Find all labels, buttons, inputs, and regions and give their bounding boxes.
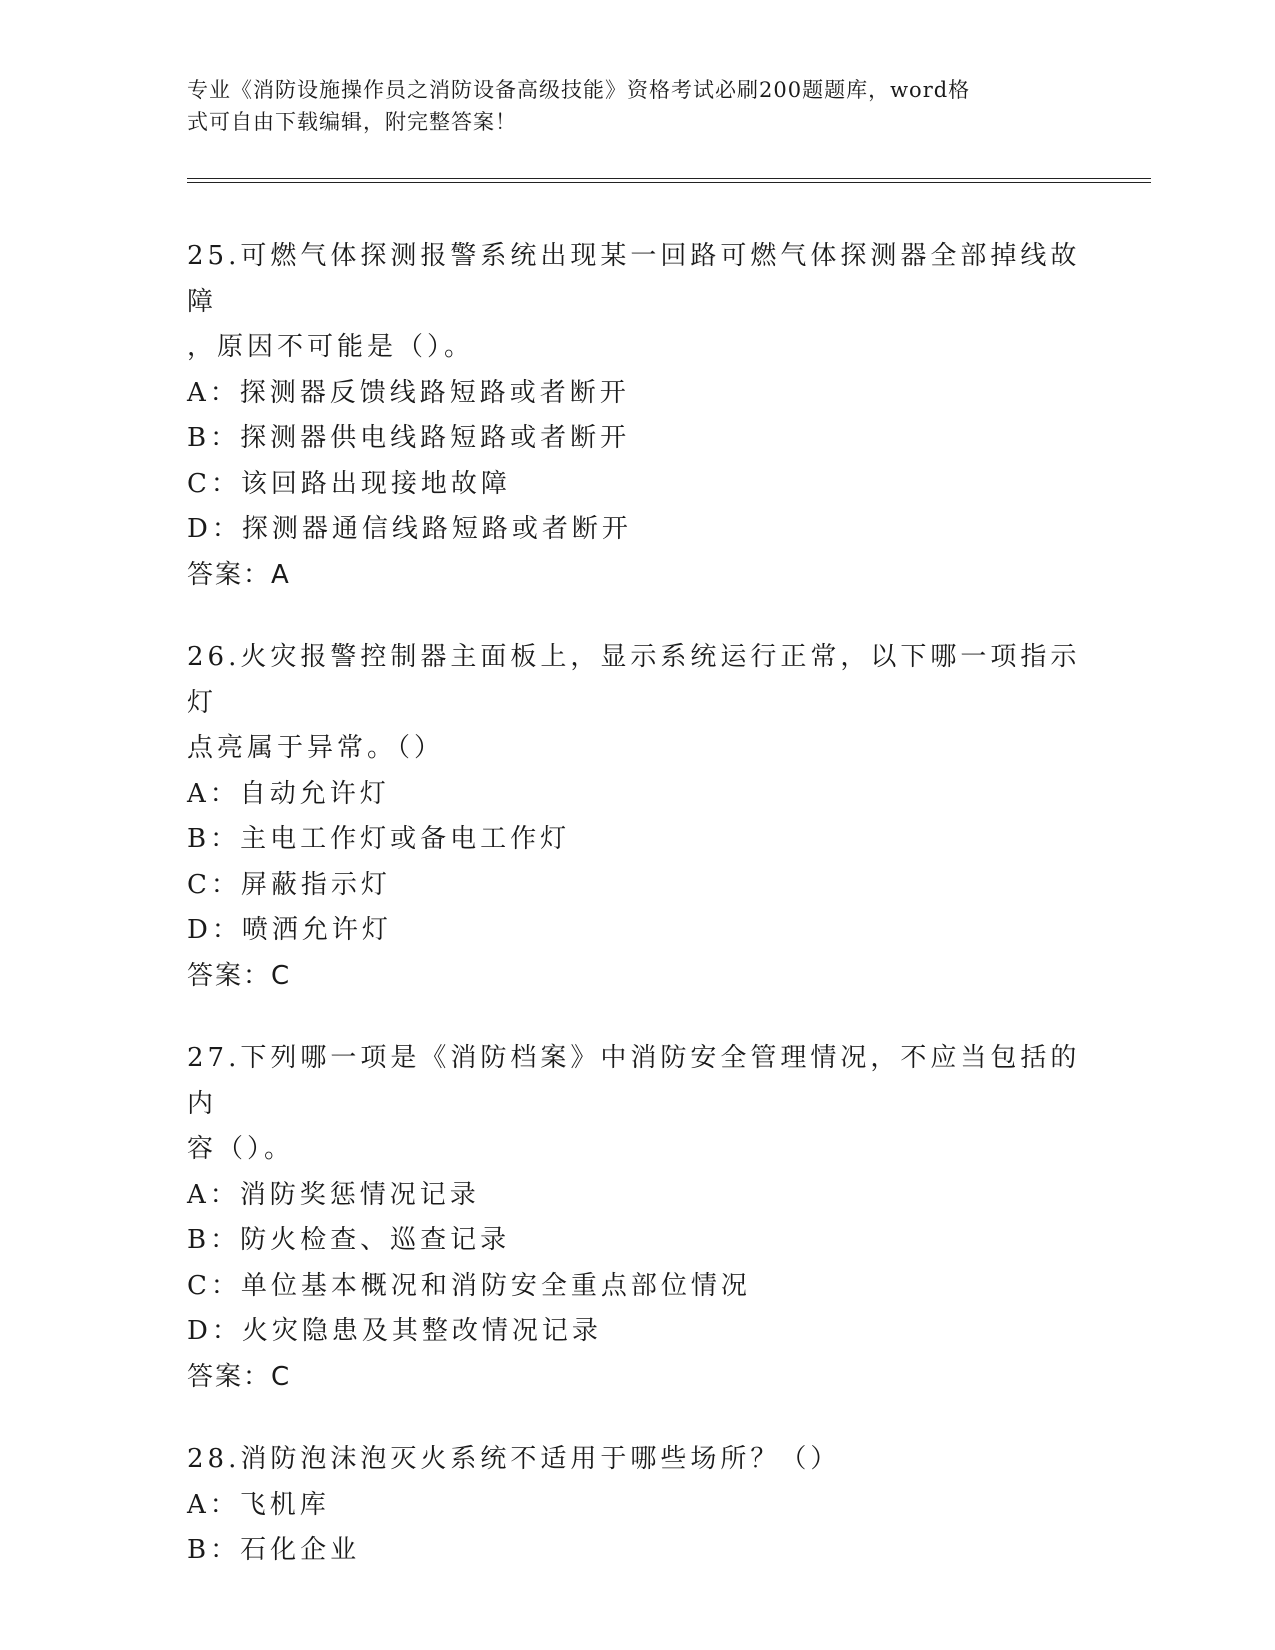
option-a: A：探测器反馈线路短路或者断开 <box>187 377 630 408</box>
option-d: D：探测器通信线路短路或者断开 <box>187 514 632 544</box>
option-c: C：该回路出现接地故障 <box>187 468 511 499</box>
option-d: D：喷洒允许灯 <box>187 915 392 945</box>
answer: 答案：C <box>187 960 292 991</box>
option-b: B：探测器供电线路短路或者断开 <box>187 423 631 453</box>
option-d: D：火灾隐患及其整改情况记录 <box>187 1316 602 1346</box>
question-text: 25.可燃气体探测报警系统出现某一回路可燃气体探测器全部掉线故障 <box>187 241 1081 317</box>
document-header <box>187 74 1087 138</box>
question-text: ，原因不可能是（）。 <box>187 332 475 362</box>
option-a: A：自动允许灯 <box>187 778 390 809</box>
question-27 <box>187 1036 1087 1400</box>
option-b: B：主电工作灯或备电工作灯 <box>187 824 571 854</box>
question-25 <box>187 234 1087 598</box>
question-text: 26.火灾报警控制器主面板上，显示系统运行正常，以下哪一项指示灯 <box>187 642 1081 718</box>
question-26 <box>187 635 1087 999</box>
header-line-2: 式可自由下载编辑，附完整答案！ <box>187 110 517 134</box>
option-c: C：屏蔽指示灯 <box>187 869 391 900</box>
answer: 答案：A <box>187 559 291 590</box>
answer: 答案：C <box>187 1361 292 1392</box>
question-text: 容（）。 <box>187 1134 295 1164</box>
question-28 <box>187 1437 1087 1574</box>
option-c: C：单位基本概况和消防安全重点部位情况 <box>187 1270 751 1301</box>
option-a: A：消防奖惩情况记录 <box>187 1179 480 1210</box>
header-divider-top <box>187 178 1151 179</box>
question-list <box>187 234 1087 1611</box>
option-b: B：石化企业 <box>187 1535 361 1565</box>
option-a: A：飞机库 <box>187 1489 330 1520</box>
question-text: 27.下列哪一项是《消防档案》中消防安全管理情况，不应当包括的内 <box>187 1043 1081 1119</box>
question-text: 点亮属于异常。（） <box>187 733 445 763</box>
header-divider-bottom <box>187 182 1151 183</box>
header-line-1: 专业《消防设施操作员之消防设备高级技能》资格考试必刷200题题库，word格 <box>187 78 971 102</box>
question-text: 28.消防泡沫泡灭火系统不适用于哪些场所？（） <box>187 1444 841 1474</box>
option-b: B：防火检查、巡查记录 <box>187 1225 511 1255</box>
